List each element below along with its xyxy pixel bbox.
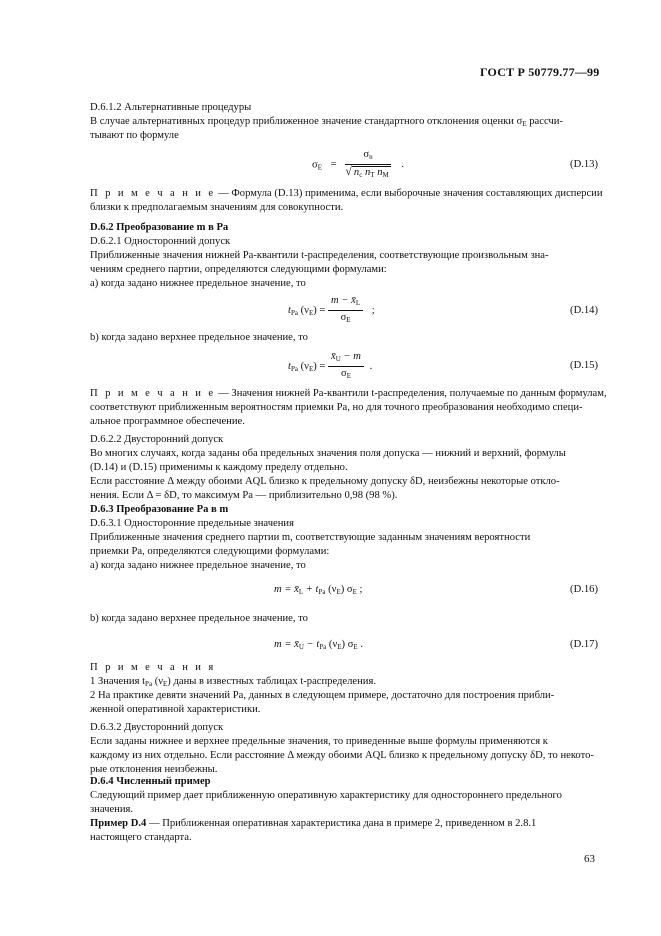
paragraph-line: Следующий пример дает приближенную оперативную характеристику для одностороннего предельного <box>90 790 562 801</box>
subsection-title-d631: D.6.3.1 Односторонние предельные значения <box>90 518 294 529</box>
subsection-title-d621: D.6.2.1 Односторонний допуск <box>90 236 231 247</box>
note-line: альное программное обеспечение. <box>90 416 245 427</box>
note-item-2: 2 На практике девяти значений Pa, данных в следующем примере, достаточно для построения прибли- <box>90 690 555 701</box>
note-item-1: 1 Значения $t_{Pa}$ $(\nu_E)$ даны в известных таблицах t-распределения. <box>90 676 376 688</box>
sqrt-denominator: √ $n_c$ $n_T$ $n_M$ <box>345 164 389 179</box>
paragraph-line: В случае альтернативных процедур приближенное значение стандартного отклонения оценки $\sigma_E$ рассчи- <box>90 116 563 128</box>
list-item-a: а) когда задано нижнее предельное значение, то <box>90 278 306 289</box>
paragraph-line: (D.14) и (D.15) применимы к каждому пределу отдельно. <box>90 462 348 473</box>
subsection-title-d612: D.6.1.2 Альтернативные процедуры <box>90 102 252 113</box>
page-number: 63 <box>584 853 595 865</box>
paragraph-line: Если расстояние Δ между обоими AQL близко к предельному допуску δD, неизбежны некоторые откло- <box>90 476 560 487</box>
formula-d16: $m = x̄_L + t_{Pa}$ $(\nu_E)$ $\sigma_E$ ; <box>274 584 363 596</box>
formula-d14: $t_{Pa}$ $(\nu_E)$ = $\frac{m - x̄_L}{\sigma_E}$ ; <box>288 294 375 327</box>
example-line: настоящего стандарта. <box>90 832 192 843</box>
paragraph-line: Во многих случаях, когда заданы оба предельных значения поля допуска — нижний и верхний, формулы <box>90 448 566 459</box>
subsection-title-d632: D.6.3.2 Двусторонний допуск <box>90 722 224 733</box>
list-item-b: b) когда задано верхнее предельное значение, то <box>90 332 308 343</box>
equation-number-d13: (D.13) <box>570 159 598 170</box>
equation-number-d14: (D.14) <box>570 305 598 316</box>
list-item-a: а) когда задано нижнее предельное значение, то <box>90 560 306 571</box>
section-title-d63: D.6.3 Преобразование Pa в m <box>90 504 229 515</box>
section-title-d64: D.6.4 Численный пример <box>90 776 211 787</box>
paragraph-line: Приближенные значения нижней Pa-квантили t-распределения, соответствующие произвольным зна- <box>90 250 549 261</box>
section-title-d62: D.6.2 Преобразование m в Pa <box>90 222 229 233</box>
example-line: Пример D.4 — Приближенная оперативная характеристика дана в примере 2, приведенном в 2.8.1 <box>90 818 537 829</box>
paragraph-line: рые отклонения неизбежны. <box>90 764 218 775</box>
paragraph-line: каждому из них отдельно. Если расстояние Δ между обоими AQL близко к предельному допуску δD, то некото- <box>90 750 594 761</box>
paragraph-line: чениям среднего партии, определяются следующими формулами: <box>90 264 387 275</box>
formula-d17: $m = x̄_U - t_{Pa}$ $(\nu_E)$ $\sigma_E$ . <box>274 639 363 651</box>
fraction: $\frac{\sigma_n}{√ n_c n_T n_M}$ <box>345 148 390 182</box>
note-line: соответствуют приближенным вероятностям приемки Pa, но для точного преобразования необходимо специ- <box>90 402 583 413</box>
equation-number-d15: (D.15) <box>570 360 598 371</box>
fraction: $\frac{m - x̄_L}{\sigma_E}$ <box>328 294 363 327</box>
formula-d15: $t_{Pa}$ $(\nu_E)$ = $\frac{x̄_U - m}{\sigma_E}$ . <box>288 350 372 383</box>
paragraph-line: Приближенные значения среднего партии m, соответствующие заданным значениям вероятности <box>90 532 531 543</box>
notes-label: П р и м е ч а н и я <box>90 662 216 673</box>
paragraph-line: нения. Если Δ = δD, то максимум Pa — приблизительно 0,98 (98 %). <box>90 490 398 501</box>
sqrt-icon: √ <box>345 164 352 178</box>
note-line: П р и м е ч а н и е — Формула (D.13) применима, если выборочные значения составляющих дисперсии <box>90 188 603 199</box>
paragraph-line: тывают по формуле <box>90 130 179 141</box>
subsection-title-d622: D.6.2.2 Двусторонний допуск <box>90 434 224 445</box>
formula-d13: $\sigma_E$ = $\frac{\sigma_n}{√ n_c n_T n_M}$ . <box>312 148 404 182</box>
paragraph-line: значения. <box>90 804 134 815</box>
list-item-b: b) когда задано верхнее предельное значение, то <box>90 613 308 624</box>
paragraph-line: Если заданы нижнее и верхнее предельные значения, то приведенные выше формулы применяются к <box>90 736 548 747</box>
note-line: близки к предполагаемым значениям для совокупности. <box>90 202 344 213</box>
equation-number-d16: (D.16) <box>570 584 598 595</box>
equation-number-d17: (D.17) <box>570 639 598 650</box>
fraction: $\frac{x̄_U - m}{\sigma_E}$ <box>328 350 364 383</box>
note-line: женной оперативной характеристики. <box>90 704 261 715</box>
document-header: ГОСТ Р 50779.77—99 <box>480 65 600 79</box>
note-line: П р и м е ч а н и е — Значения нижней Pa-квантили t-распределения, получаемые по данным формулам, <box>90 388 607 399</box>
paragraph-line: приемки Pa, определяются следующими формулами: <box>90 546 330 557</box>
